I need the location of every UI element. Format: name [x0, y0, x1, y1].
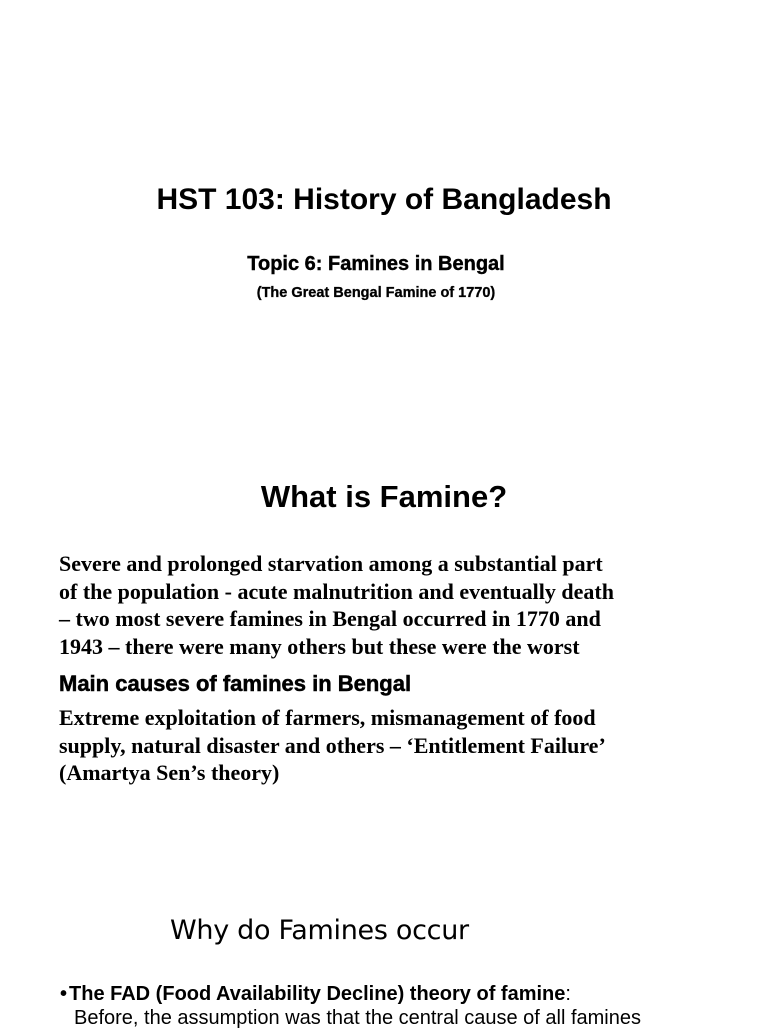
topic-subtitle: Topic 6: Famines in Bengal: [247, 253, 505, 275]
bullet-marker: •: [60, 983, 68, 1005]
paragraph-line: supply, natural disaster and others – ‘Entitlement Failure’: [59, 732, 606, 758]
list-item: [60, 982, 768, 1030]
famine-definition-paragraph: [59, 550, 749, 660]
paragraph-line: Severe and prolonged starvation among a substantial part: [59, 551, 603, 576]
paragraph-line: (Amartya Sen’s theory): [59, 760, 280, 785]
bullet-body: Before, the assumption was that the central cause of all famines: [74, 1007, 641, 1029]
paragraph-line: of the population - acute malnutrition and eventually death: [59, 578, 614, 604]
course-title: HST 103: History of Bangladesh: [156, 183, 612, 216]
bullet-term: The FAD (Food Availability Decline) theory of famine: [69, 983, 566, 1005]
paragraph-line: – two most severe famines in Bengal occurred in 1770 and: [59, 606, 601, 631]
causes-heading: Main causes of famines in Bengal: [59, 671, 412, 696]
why-famines-heading: Why do Famines occur: [170, 915, 469, 946]
famine-definition-heading: What is Famine?: [260, 479, 508, 514]
bullet-term-suffix: :: [565, 983, 571, 1005]
paragraph-line: Extreme exploitation of farmers, mismanagement of food: [59, 705, 596, 730]
causes-paragraph: [59, 704, 749, 787]
topic-caption: (The Great Bengal Famine of 1770): [256, 285, 496, 301]
paragraph-line: 1943 – there were many others but these were the worst: [59, 633, 580, 659]
